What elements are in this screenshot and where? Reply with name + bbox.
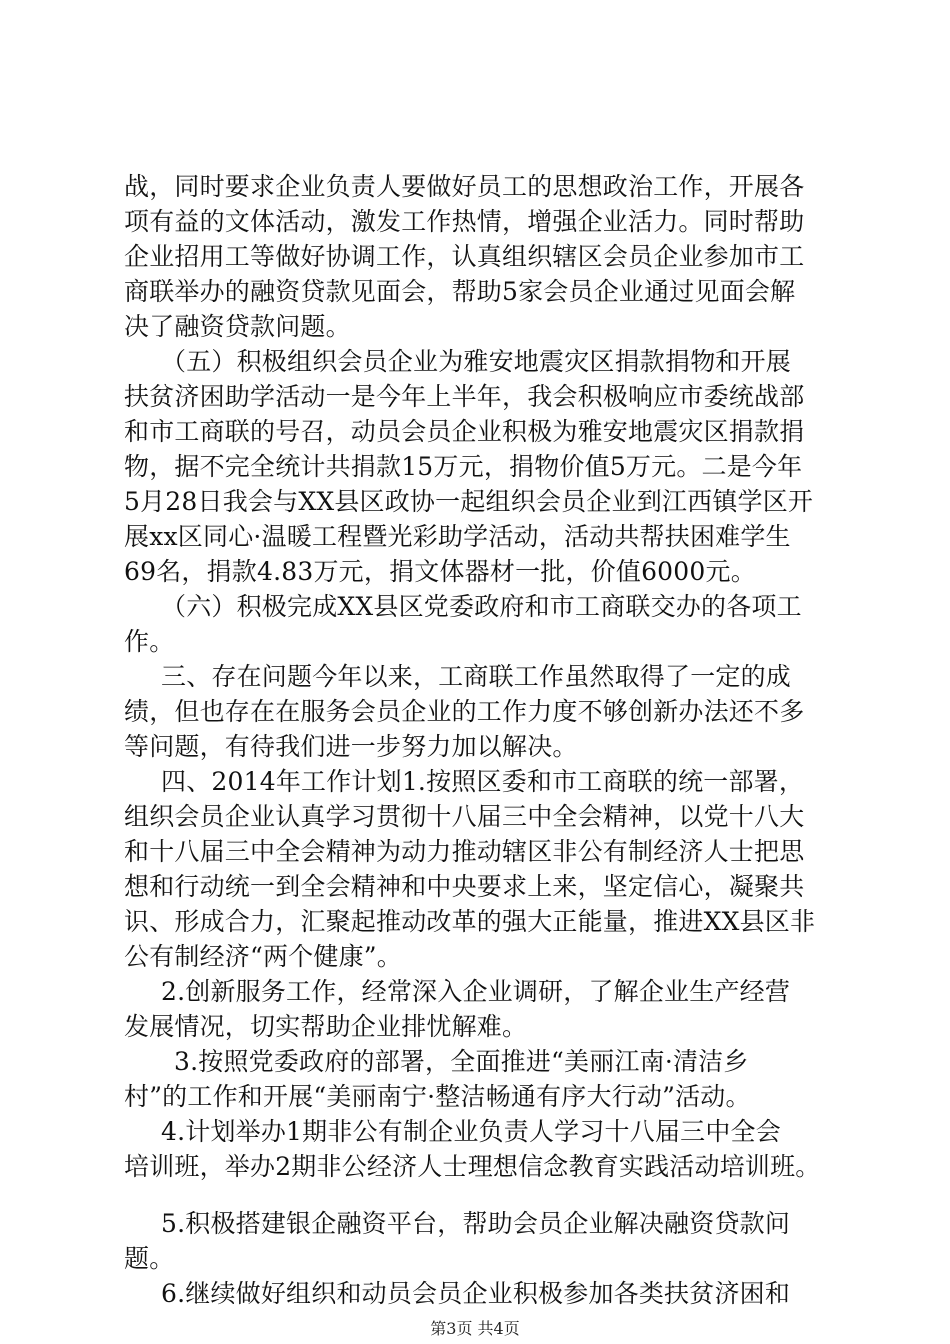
- section-six-heading-line: （六）积极完成XX县区党委政府和市工商联交办的各项工: [161, 592, 802, 621]
- paragraph-line: 企业招用工等做好协调工作，认真组织辖区会员企业参加市工: [124, 242, 805, 271]
- paragraph-line: 发展情况，切实帮助企业排忧解难。: [124, 1012, 528, 1041]
- plan-item-4-line: 4.计划举办1期非公有制企业负责人学习十八届三中全会: [161, 1117, 781, 1146]
- paragraph-line: 项有益的文体活动，激发工作热情，增强企业活力。同时帮助: [124, 207, 805, 236]
- plan-item-2-line: 2.创新服务工作，经常深入企业调研，了解企业生产经营: [161, 977, 791, 1006]
- plan-item-3-line: 3.按照党委政府的部署，全面推进“美丽江南·清洁乡: [174, 1047, 749, 1076]
- plan-item-6-line: 6.继续做好组织和动员会员企业积极参加各类扶贫济困和: [161, 1279, 791, 1308]
- paragraph-line: 战，同时要求企业负责人要做好员工的思想政治工作，开展各: [124, 172, 805, 201]
- paragraph-line: 和市工商联的号召，动员会员企业积极为雅安地震灾区捐款捐: [124, 417, 805, 446]
- paragraph-line: 组织会员企业认真学习贯彻十八届三中全会精神，以党十八大: [124, 802, 805, 831]
- paragraph-line: 村”的工作和开展“美丽南宁·整洁畅通有序大行动”活动。: [124, 1082, 751, 1111]
- paragraph-line: 69名，捐款4.83万元，捐文体器材一批，价值6000元。: [124, 557, 756, 586]
- section-five-heading-line: （五）积极组织会员企业为雅安地震灾区捐款捐物和开展: [161, 347, 792, 376]
- paragraph-line: 想和行动统一到全会精神和中央要求上来，坚定信心，凝聚共: [124, 872, 805, 901]
- paragraph-line: 和十八届三中全会精神为动力推动辖区非公有制经济人士把思: [124, 837, 805, 866]
- paragraph-line: 物，据不完全统计共捐款15万元，捐物价值5万元。二是今年: [124, 452, 803, 481]
- paragraph-line: 作。: [124, 627, 175, 656]
- page-number-footer: 第3页 共4页: [430, 1319, 520, 1338]
- paragraph-line: 等问题，有待我们进一步努力加以解决。: [124, 732, 578, 761]
- paragraph-line: 展xx区同心·温暖工程暨光彩助学活动，活动共帮扶困难学生: [124, 522, 791, 551]
- paragraph-line: 商联举办的融资贷款见面会，帮助5家会员企业通过见面会解: [124, 277, 796, 306]
- section-four-heading-line: 四、2014年工作计划1.按照区委和市工商联的统一部署，: [161, 767, 805, 796]
- paragraph-line: 培训班，举办2期非公经济人士理想信念教育实践活动培训班。: [124, 1152, 821, 1181]
- section-three-heading-line: 三、存在问题今年以来，工商联工作虽然取得了一定的成: [161, 662, 792, 691]
- paragraph-line: 绩，但也存在在服务会员企业的工作力度不够创新办法还不多: [124, 697, 805, 726]
- paragraph-line: 5月28日我会与XX县区政协一起组织会员企业到江西镇学区开: [124, 487, 814, 516]
- paragraph-line: 题。: [124, 1244, 175, 1273]
- paragraph-line: 识、形成合力，汇聚起推动改革的强大正能量，推进XX县区非: [124, 907, 816, 936]
- plan-item-5-line: 5.积极搭建银企融资平台，帮助会员企业解决融资贷款问: [161, 1209, 791, 1238]
- paragraph-line: 公有制经济“两个健康”。: [124, 942, 402, 971]
- paragraph-line: 扶贫济困助学活动一是今年上半年，我会积极响应市委统战部: [124, 382, 805, 411]
- paragraph-line: 决了融资贷款问题。: [124, 312, 351, 341]
